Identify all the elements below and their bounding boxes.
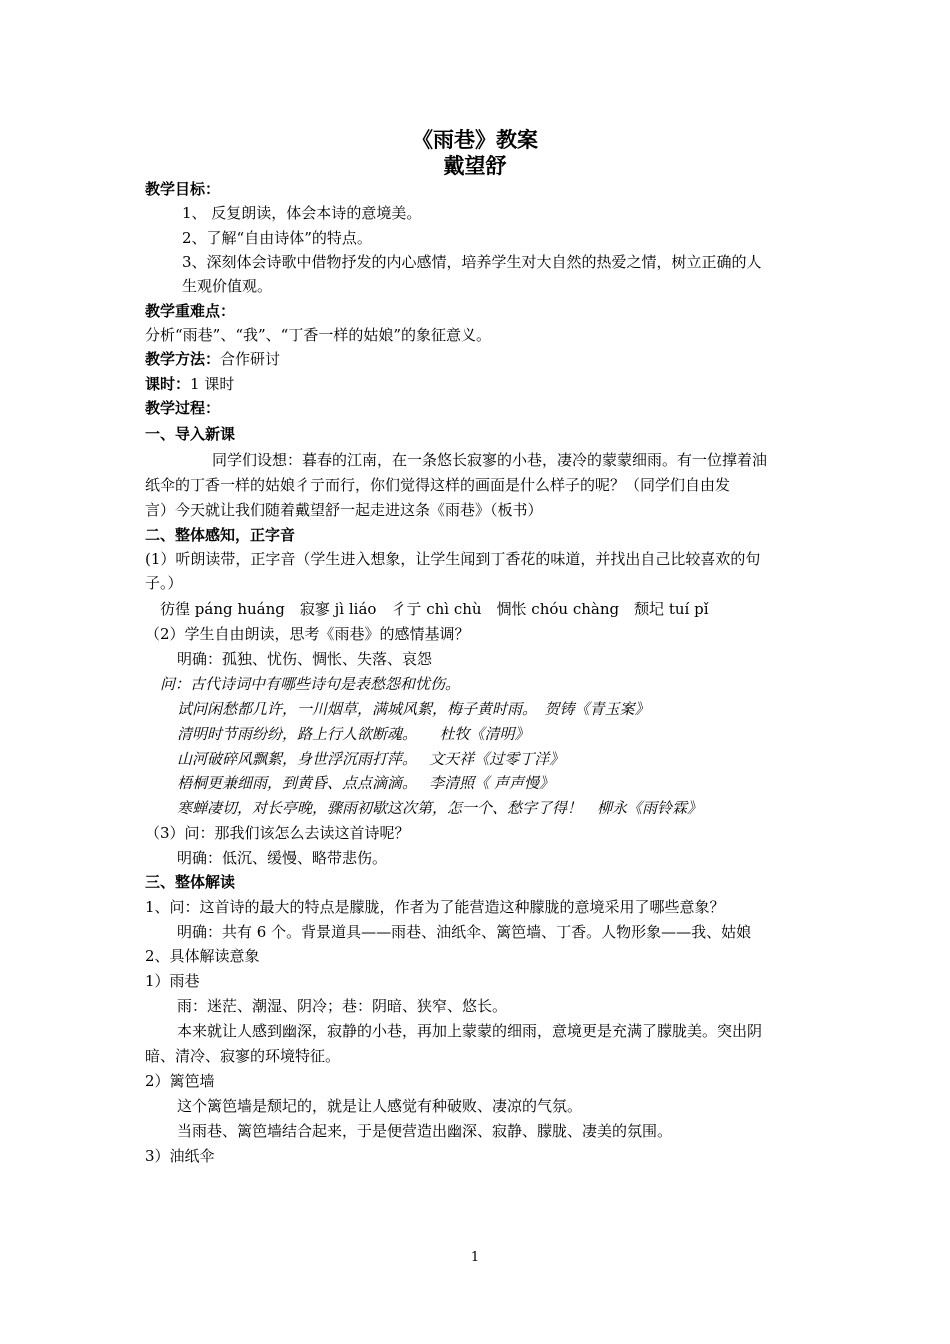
paragraph-line: 2、具体解读意象 [145,947,260,965]
paragraph-line: 当雨巷、篱笆墙结合起来，于是便营造出幽深、寂静、朦胧、凄美的氛围。 [177,1122,673,1140]
subsection-title: 2）篱笆墙 [145,1072,215,1090]
page-number: 1 [470,1250,480,1265]
method-label: 教学方法： [145,350,221,368]
answer-line: 明确：孤独、忧伤、惆怅、失落、哀怨 [177,650,433,668]
document-title: 《雨巷》教案 [412,128,538,152]
document-author: 戴望舒 [443,154,507,178]
paragraph-line: 这个篱笆墙是颓圮的，就是让人感觉有种破败、凄凉的气氛。 [177,1097,583,1115]
paragraph-line: 纸伞的丁香一样的姑娘彳亍而行，你们觉得这样的画面是什么样子的呢？（同学们自由发 [145,476,731,494]
paragraph-line: 暗、清冷、寂寥的环境特征。 [145,1047,341,1065]
question-line: （2）学生自由朗读，思考《雨巷》的感情基调？ [145,625,470,643]
method-value: 合作研讨 [220,350,281,368]
paragraph-line: 子。） [145,574,183,592]
section-heading: 一、导入新课 [145,425,236,443]
section-heading: 三、整体解读 [145,873,236,891]
process-heading: 教学过程： [145,399,221,417]
question-line: 1、问：这首诗的最大的特点是朦胧，作者为了能营造这种朦胧的意境采用了哪些意象？ [145,898,725,916]
paragraph-line: 雨：迷茫、潮湿、阴冷；巷：阴暗、狭窄、悠长。 [177,997,508,1015]
objective-item: 3、深刻体会诗歌中借物抒发的内心感情，培养学生对大自然的热爱之情，树立正确的人 [182,253,762,271]
answer-line: 明确：低沉、缓慢、略带悲伤。 [177,849,388,867]
objective-item: 1、 反复朗读，体会本诗的意境美。 [182,204,422,222]
question-line: 问：古代诗词中有哪些诗句是表愁怨和忧伤。 [160,675,461,693]
objective-item-cont: 生观价值观。 [182,277,273,295]
poem-line: 山河破碎风飘絮，身世浮沉雨打萍。 文天祥《过零丁洋》 [177,750,565,768]
paragraph-line: 同学们设想：暮春的江南，在一条悠长寂寥的小巷，凄冷的蒙蒙细雨。有一位撑着油 [212,451,768,469]
subsection-title: 3）油纸伞 [145,1147,215,1165]
paragraph-line: 本来就让人感到幽深，寂静的小巷，再加上蒙蒙的细雨，意境更是充满了朦胧美。突出阴 [177,1022,763,1040]
paragraph-line: (1）听朗读带，正字音（学生进入想象，让学生闻到丁香花的味道，并找出自己比较喜欢的句 [145,550,761,568]
method-line [145,348,280,370]
pinyin-line: 彷徨 páng huáng 寂寥 jì liáo 彳亍 chì chù 惆怅 chóu chàng 颓圮 tuí pǐ [160,600,709,618]
question-line: （3）问：那我们该怎么去读这首诗呢？ [145,824,410,842]
poem-line: 清明时节雨纷纷，路上行人欲断魂。 杜牧《清明》 [177,725,530,743]
difficulty-text: 分析“雨巷”、“我”、“丁香一样的姑娘”的象征意义。 [145,326,492,344]
section-heading: 二、整体感知，正字音 [145,526,296,544]
poem-line: 试问闲愁都几许，一川烟草，满城风絮，梅子黄时雨。 贺铸《青玉案》 [177,700,650,718]
objective-item: 2、了解“自由诗体”的特点。 [182,229,372,247]
subsection-title: 1）雨巷 [145,972,200,990]
hours-line [145,373,234,395]
hours-value: 1 课时 [190,375,235,393]
difficulty-heading: 教学重难点： [145,302,236,320]
objectives-heading: 教学目标： [145,180,221,198]
paragraph-line: 言）今天就让我们随着戴望舒一起走进这条《雨巷》（板书） [145,501,543,519]
poem-line: 梧桐更兼细雨，到黄昏、点点滴滴。 李清照《 声声慢》 [177,774,555,792]
hours-label: 课时： [145,375,191,393]
answer-line: 明确：共有 6 个。背景道具——雨巷、油纸伞、篱笆墙、丁香。人物形象——我、姑娘 [177,923,752,941]
poem-line: 寒蝉凄切，对长亭晚，骤雨初歇这次第，怎一个、愁字了得！ 柳永《雨铃霖》 [177,799,703,817]
